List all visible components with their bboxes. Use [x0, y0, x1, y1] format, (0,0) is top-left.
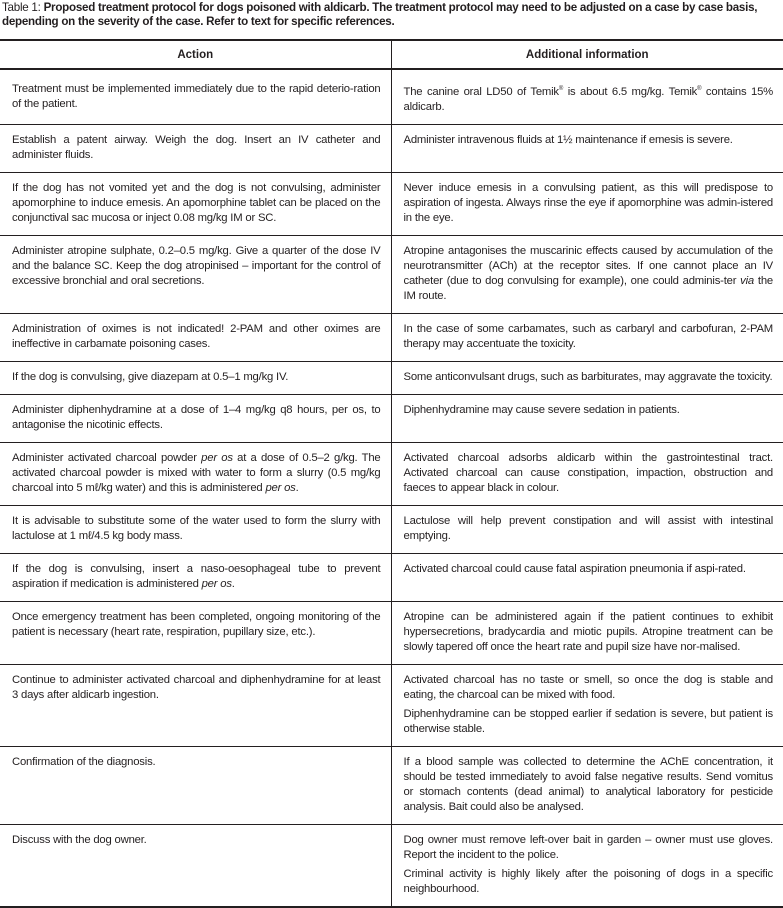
- table-row: [0, 361, 783, 394]
- cell-paragraph: [12, 244, 381, 289]
- cell-text: Once emergency treatment has been completed, ongoing monitoring of the patient is necessary (heart rate, respiration, pupillary size, etc.).: [12, 610, 381, 638]
- cell-text: Atropine can be administered again if the patient continues to exhibit hypersecretions, bradycardia and miotic pupils. Atropine treatment can be slowly tapered off once the heart rate and pupil size have nor-malised.: [403, 610, 773, 653]
- table-row: [0, 394, 783, 442]
- cell-text: Establish a patent airway. Weigh the dog. Insert an IV catheter and administer fluids.: [12, 133, 381, 161]
- cell-text: If the dog has not vomited yet and the dog is not convulsing, administer apomorphine to induce emesis. An apomorphine tablet can be placed on the conjunctival sac mucosa or inject 0.08 mg/kg IM or SC.: [12, 181, 381, 224]
- cell-paragraph: [12, 673, 381, 703]
- cell-text: Never induce emesis in a convulsing patient, as this will predispose to aspiration of ingesta. Always rinse the eye if apomorphine was admin-istered in the eye.: [403, 181, 773, 224]
- info-cell: [391, 313, 783, 361]
- cell-paragraph: [12, 322, 381, 352]
- info-cell: [391, 664, 783, 746]
- cell-paragraph: [12, 133, 381, 163]
- cell-paragraph: [404, 133, 774, 148]
- registered-mark: ®: [697, 86, 702, 92]
- action-cell: [0, 69, 391, 124]
- action-cell: [0, 361, 391, 394]
- action-cell: [0, 172, 391, 235]
- cell-text: If the dog is convulsing, insert a naso-oesophageal tube to prevent aspiration if medication is administered: [12, 562, 381, 590]
- cell-paragraph: [404, 403, 774, 418]
- table-row: [0, 172, 783, 235]
- cell-text: per os: [201, 577, 232, 590]
- info-cell: [391, 442, 783, 505]
- cell-paragraph: [404, 833, 774, 863]
- registered-mark: ®: [558, 86, 564, 92]
- cell-text: Diphenhydramine may cause severe sedation in patients.: [403, 403, 680, 416]
- cell-text: Administer intravenous fluids at 1½ maintenance if emesis is severe.: [403, 133, 733, 146]
- action-cell: [0, 394, 391, 442]
- table-row: [0, 664, 783, 746]
- cell-paragraph: [404, 244, 774, 304]
- cell-text: Administer activated charcoal powder: [12, 451, 202, 464]
- info-cell: [391, 235, 783, 313]
- table-row: [0, 442, 783, 505]
- cell-text: .: [231, 577, 235, 590]
- action-cell: [0, 664, 391, 746]
- action-cell: [0, 124, 391, 172]
- cell-text: at a dose of 0.5–2 g/kg. The activated charcoal powder is mixed with water to form a slurry (0.5 mg/kg charcoal into 5 mℓ/kg water) and this is administered: [12, 451, 381, 494]
- caption-label: Table 1:: [2, 1, 44, 14]
- cell-text: the IM route.: [403, 274, 773, 302]
- cell-text: per os: [201, 451, 233, 464]
- header-additional-information: Additional information: [391, 40, 783, 69]
- cell-text: Some anticonvulsant drugs, such as barbiturates, may aggravate the toxicity.: [403, 370, 773, 383]
- cell-text: is about 6.5 mg/kg. Temik: [563, 85, 698, 98]
- info-cell: [391, 601, 783, 664]
- info-cell: [391, 172, 783, 235]
- cell-paragraph: [404, 514, 774, 544]
- cell-paragraph: [12, 755, 381, 770]
- cell-text: It is advisable to substitute some of the water used to form the slurry with lactulose at 1 mℓ/4.5 kg body mass.: [12, 514, 381, 542]
- cell-paragraph: [404, 82, 774, 115]
- cell-paragraph: [404, 673, 774, 703]
- cell-text: Activated charcoal has no taste or smell, so once the dog is stable and eating, the charcoal can be mixed with food.: [403, 673, 773, 701]
- cell-text: Administer diphenhydramine at a dose of 1–4 mg/kg q8 hours, per os, to antagonise the nicotinic effects.: [12, 403, 381, 431]
- cell-text: Continue to administer activated charcoal and diphenhydramine for at least 3 days after aldicarb ingestion.: [12, 673, 381, 701]
- table-row: [0, 824, 783, 907]
- table-row: [0, 553, 783, 601]
- action-cell: [0, 235, 391, 313]
- cell-paragraph: [12, 833, 381, 848]
- cell-paragraph: [404, 867, 774, 897]
- cell-text: Atropine antagonises the muscarinic effects caused by accumulation of the neurotransmitter (ACh) at the receptor sites. If one cannot place an IV catheter (due to dog convulsing for example), one could adminis-ter: [403, 244, 773, 287]
- cell-paragraph: [12, 370, 381, 385]
- cell-text: Diphenhydramine can be stopped earlier if sedation is severe, but patient is otherwise stable.: [403, 707, 773, 735]
- info-cell: [391, 824, 783, 907]
- info-cell: [391, 394, 783, 442]
- info-cell: [391, 746, 783, 824]
- cell-text: Administration of oximes is not indicated! 2-PAM and other oximes are ineffective in carbamate poisoning cases.: [12, 322, 381, 350]
- table-row: [0, 313, 783, 361]
- cell-text: Activated charcoal adsorbs aldicarb within the gastrointestinal tract. Activated charcoal can cause constipation, impaction, obstruction and faeces to appear black in colour.: [403, 451, 773, 494]
- cell-text: per os: [265, 481, 296, 494]
- cell-text: If the dog is convulsing, give diazepam at 0.5–1 mg/kg IV.: [12, 370, 289, 383]
- cell-paragraph: [404, 181, 774, 226]
- cell-paragraph: [404, 322, 774, 352]
- cell-text: contains 15% aldicarb.: [403, 85, 773, 113]
- caption-text: Proposed treatment protocol for dogs poisoned with aldicarb. The treatment protocol may need to be adjusted on a case by case basis, depending on the severity of the case. Refer to text for specific references.: [2, 1, 758, 28]
- cell-text: Activated charcoal could cause fatal aspiration pneumonia if aspi-rated.: [403, 562, 746, 575]
- cell-paragraph: [404, 370, 774, 385]
- info-cell: [391, 505, 783, 553]
- info-cell: [391, 553, 783, 601]
- action-cell: [0, 313, 391, 361]
- table-row: [0, 235, 783, 313]
- cell-text: Treatment must be implemented immediately due to the rapid deterio-ration of the patient.: [12, 83, 381, 110]
- info-cell: [391, 361, 783, 394]
- header-action: Action: [0, 40, 391, 69]
- cell-text: via: [740, 274, 755, 287]
- action-cell: [0, 505, 391, 553]
- cell-text: Lactulose will help prevent constipation and will assist with intestinal emptying.: [403, 514, 773, 542]
- header-row: [0, 40, 783, 69]
- cell-text: Criminal activity is highly likely after the poisoning of dogs in a specific neighbourhood.: [403, 867, 773, 895]
- info-cell: [391, 124, 783, 172]
- action-cell: [0, 824, 391, 907]
- info-cell: [391, 69, 783, 124]
- action-cell: [0, 746, 391, 824]
- cell-paragraph: [404, 610, 774, 655]
- table-row: [0, 124, 783, 172]
- cell-paragraph: [12, 181, 381, 226]
- cell-paragraph: [404, 755, 774, 815]
- table-row: [0, 505, 783, 553]
- cell-text: If a blood sample was collected to determine the AChE concentration, it should be tested immediately to avoid false negative results. Send vomitus or stomach contents (dead animal) to analytical laboratory for pesticide analysis. Bait could also be analysed.: [403, 755, 773, 813]
- cell-paragraph: [12, 562, 381, 592]
- cell-paragraph: [12, 514, 381, 544]
- cell-text: Administer atropine sulphate, 0.2–0.5 mg/kg. Give a quarter of the dose IV and the balance SC. Keep the dog atropinised – important for the control of excessive bronchial and oral secretions.: [12, 244, 381, 287]
- table-caption: [0, 0, 783, 29]
- cell-text: .: [295, 481, 299, 494]
- cell-text: The canine oral LD50 of Temik: [403, 85, 559, 98]
- treatment-protocol-table: [0, 39, 783, 908]
- table-row: [0, 601, 783, 664]
- table-row: [0, 746, 783, 824]
- cell-paragraph: [404, 562, 774, 577]
- cell-text: Confirmation of the diagnosis.: [12, 755, 156, 768]
- cell-paragraph: [12, 451, 381, 496]
- cell-paragraph: [12, 610, 381, 640]
- cell-paragraph: [12, 403, 381, 433]
- cell-text: In the case of some carbamates, such as carbaryl and carbofuran, 2-PAM therapy may accentuate the toxicity.: [403, 322, 773, 350]
- action-cell: [0, 601, 391, 664]
- cell-text: Dog owner must remove left-over bait in garden – owner must use gloves. Report the incident to the police.: [403, 833, 773, 861]
- table-row: [0, 69, 783, 124]
- table-body: [0, 69, 783, 907]
- action-cell: [0, 442, 391, 505]
- cell-text: Discuss with the dog owner.: [12, 833, 147, 846]
- cell-paragraph: [404, 707, 774, 737]
- action-cell: [0, 553, 391, 601]
- cell-paragraph: [12, 82, 381, 112]
- cell-paragraph: [404, 451, 774, 496]
